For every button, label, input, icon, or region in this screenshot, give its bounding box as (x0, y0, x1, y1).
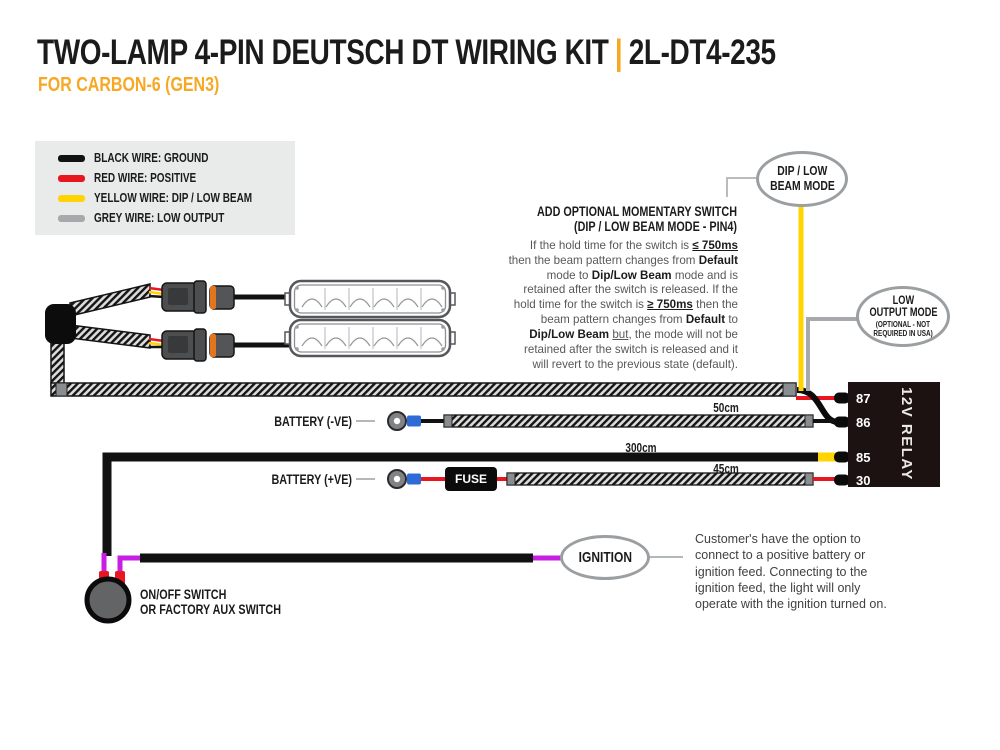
low-output-line1: LOW (892, 294, 914, 307)
legend-item-red (58, 171, 295, 185)
deutsch-connector-pair-2 (162, 329, 291, 361)
momentary-switch-heading (457, 205, 737, 235)
dip-callout-line1: DIP / LOW (776, 163, 828, 179)
legend-label: BLACK WIRE: GROUND (94, 151, 209, 165)
harness-junction-box (45, 304, 76, 344)
battery-positive-run (356, 467, 841, 491)
note-leader-line (727, 178, 756, 197)
legend-label: YELLOW WIRE: DIP / LOW BEAM (94, 191, 253, 205)
relay-pin-87: 87 (856, 391, 871, 406)
red-wire-swatch (58, 175, 85, 182)
low-output-grey-wire (808, 319, 858, 391)
relay-12v (834, 382, 940, 488)
wire-color-legend (35, 141, 295, 235)
low-output-mode-callout (856, 286, 950, 347)
battery-negative-label: BATTERY (-VE) (274, 414, 352, 429)
relay-pin-86: 86 (856, 415, 871, 430)
legend-label: RED WIRE: POSITIVE (94, 171, 197, 185)
low-output-line3: (OPTIONAL - NOT (875, 319, 931, 329)
wire-length-300cm: 300cm (625, 441, 657, 455)
switch-label-line2: OR FACTORY AUX SWITCH (140, 602, 282, 618)
lamp-bar-1 (285, 281, 455, 317)
yellow-wire-swatch (58, 195, 85, 202)
crimp-terminal-blue (407, 474, 421, 485)
switch-label-line1: ON/OFF SWITCH (140, 587, 227, 602)
lamp-bar-2 (285, 320, 455, 356)
title-code: 2L-DT4-235 (628, 33, 776, 72)
ignition-label: IGNITION (578, 549, 632, 566)
relay-pin-85: 85 (856, 450, 871, 465)
wire-length-50cm: 50cm (713, 401, 739, 415)
dip-callout-line2: BEAM MODE (769, 178, 835, 193)
title-main: TWO-LAMP 4-PIN DEUTSCH DT WIRING KIT (37, 33, 609, 72)
legend-item-black (58, 151, 295, 165)
ignition-callout (560, 535, 650, 580)
grey-wire-swatch (58, 215, 85, 222)
crimp-terminal-blue (407, 416, 421, 427)
ignition-feed-note: Customer's have the option to connect to a positive battery or ignition feed. Connecting to the ignition feed, the light will only operate with the ignition turned on. (695, 532, 887, 611)
page-title (37, 33, 776, 73)
wire-length-45cm: 45cm (713, 462, 739, 476)
relay-label: 12V RELAY (898, 387, 916, 481)
momentary-switch-heading-line2: (DIP / LOW BEAM MODE - PIN4) (573, 218, 737, 234)
title-separator: | (614, 33, 623, 72)
low-output-line2: OUTPUT MODE (868, 307, 937, 320)
battery-negative-run (356, 412, 841, 430)
black-wire-swatch (58, 155, 85, 162)
fuse-label: FUSE (454, 472, 488, 486)
momentary-switch-heading-line1: ADD OPTIONAL MOMENTARY SWITCH (537, 204, 737, 219)
battery-positive-label: BATTERY (+VE) (271, 472, 352, 487)
legend-item-yellow (58, 191, 295, 205)
legend-item-grey (58, 211, 295, 225)
page-subtitle: FOR CARBON-6 (GEN3) (38, 74, 220, 96)
deutsch-connector-pair-1 (162, 281, 291, 313)
legend-label: GREY WIRE: LOW OUTPUT (94, 211, 225, 225)
dip-low-beam-mode-callout (756, 151, 848, 207)
on-off-switch (87, 579, 129, 621)
relay-pin-30: 30 (856, 473, 871, 488)
on-off-switch-label (140, 587, 281, 617)
momentary-switch-body-text: If the hold time for the switch is ≤ 750ms then the beam pattern changes from Default mode to Dip/Low Beam mode and is retained after the switch is released. If the hold time for the switch is ≥ 750ms then the beam pattern changes from Default to Dip/Low Beam but, the mode will not be retained after the switch is released and it will revert to the previous state (default). (508, 239, 738, 371)
low-output-line4: REQUIRED IN USA) (873, 329, 933, 339)
